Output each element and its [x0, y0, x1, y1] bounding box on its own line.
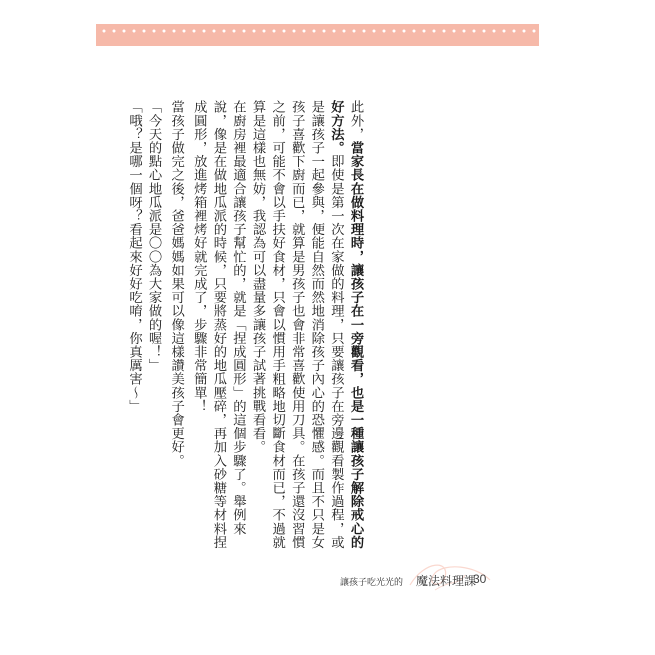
series-title: 讓孩子吃光光的: [340, 578, 404, 588]
header-scallop-dots: [99, 28, 536, 34]
paragraph-1-pre: 此外，: [348, 100, 363, 141]
header-scallop-edge: [96, 40, 539, 52]
paragraph-1-bold: 當家長在做料理時，讓孩子在一旁觀看，也是一種讓孩子解除戒心的好方法。: [328, 100, 363, 549]
paragraph-3: 當孩子做完之後，爸爸媽媽如果可以像這樣讚美孩子會更好。: [168, 100, 184, 468]
page-footer: [330, 572, 560, 592]
page-number: 30: [473, 572, 487, 586]
paragraph-1: [247, 100, 365, 560]
quote-1: 「今天的點心地瓜派是〇〇為大家做的喔！」: [146, 100, 162, 372]
paragraph-2: 在廚房裡最適合讓孩子幫忙的，就是「捏成圓形」的這個步驟了。舉例來說，像是在做地瓜派的時候，只要將蒸好的地瓜壓碎，再加入砂糖等材料捏成圓形，放進烤箱裡烤好就完成了，步驟非常簡單！: [191, 100, 246, 549]
book-title: 魔法料理課: [416, 574, 477, 588]
quote-2: 「哦？是哪一個呀？看起來好好吃唷，你真厲害～」: [126, 100, 142, 413]
body-text: [126, 100, 365, 560]
paragraph-1-rest: 即使是第一次在家做的料理，只要讓孩子在旁邊觀看製作過程，或是讓孩子一起參與，便能自然而然地消除孩子內心的恐懼感。而且不只是女孩子喜歡下廚而已，就算是男孩子也會非常喜歡使用刀具。在孩子還沒習慣之前，可能不會以手扶好食材，只會以慣用手粗略地切斷食材而已，不過就算是這樣也無妨，我認為可以盡量多讓孩子試著挑戰看看。: [250, 100, 344, 549]
